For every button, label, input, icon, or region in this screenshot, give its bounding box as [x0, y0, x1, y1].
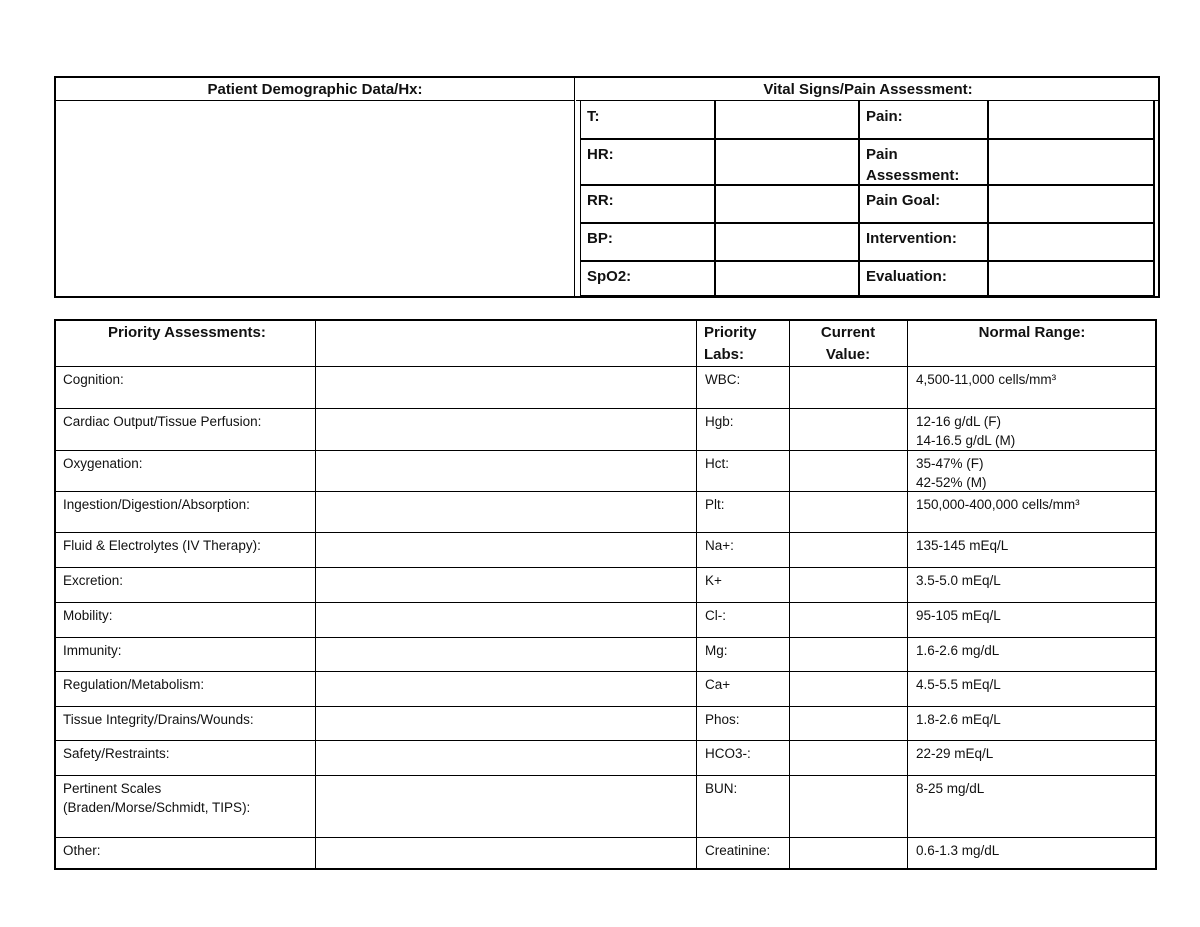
assessment-label: Mobility:: [63, 608, 113, 623]
assessment-label: Safety/Restraints:: [63, 746, 170, 761]
vitals-row: [581, 185, 1153, 223]
assessment-label: Tissue Integrity/Drains/Wounds:: [63, 712, 254, 727]
assessment-notes-input[interactable]: [317, 673, 695, 705]
row-right-border: [1153, 101, 1155, 139]
assessment-label: Fluid & Electrolytes (IV Therapy):: [63, 538, 261, 553]
normal-range-value: 0.6-1.3 mg/dL: [916, 843, 1000, 858]
lab-label: Hgb:: [705, 414, 734, 429]
current-value-input[interactable]: [791, 742, 906, 774]
vital-label: BP:: [587, 230, 613, 247]
current-value-input[interactable]: [791, 777, 906, 836]
normal-range-header: Normal Range:: [978, 324, 1086, 341]
assessment-notes-input[interactable]: [317, 604, 695, 636]
current-value-input[interactable]: [791, 639, 906, 670]
pain-value-input[interactable]: [987, 261, 1153, 297]
assessment-notes-input[interactable]: [317, 777, 695, 836]
current-value-input[interactable]: [791, 493, 906, 531]
current-value-input[interactable]: [791, 368, 906, 407]
lab-label: Plt:: [705, 497, 725, 512]
current-value-input[interactable]: [791, 604, 906, 636]
row-divider: [56, 671, 1155, 672]
vital-label: SpO2:: [587, 268, 632, 285]
normal-range-value: 22-29 mEq/L: [916, 746, 994, 761]
current-value-input[interactable]: [791, 839, 906, 867]
row-divider: [56, 837, 1155, 838]
normal-range-value: 4.5-5.5 mEq/L: [916, 677, 1001, 692]
column-divider: [574, 78, 575, 296]
current-value-input[interactable]: [791, 673, 906, 705]
vital-label: RR:: [587, 192, 614, 209]
column-divider: [315, 321, 316, 868]
assessment-label: Cardiac Output/Tissue Perfusion:: [63, 414, 262, 429]
lab-label: Cl-:: [705, 608, 726, 623]
vitals-row: [581, 101, 1153, 139]
assessment-notes-input[interactable]: [317, 410, 695, 449]
row-right-border: [1153, 139, 1155, 185]
column-divider: [907, 321, 908, 868]
assessment-label: Other:: [63, 843, 101, 858]
vital-label: T:: [587, 108, 600, 125]
assessment-notes-input[interactable]: [317, 839, 695, 867]
assessment-notes-input[interactable]: [317, 742, 695, 774]
column-divider: [696, 321, 697, 868]
row-divider: [56, 491, 1155, 492]
assessment-label: Cognition:: [63, 372, 124, 387]
lab-label: Hct:: [705, 456, 730, 471]
vitals-row: [581, 223, 1153, 261]
assessment-label: Regulation/Metabolism:: [63, 677, 205, 692]
assessment-label: Excretion:: [63, 573, 124, 588]
assessment-notes-input[interactable]: [317, 452, 695, 490]
pain-value-input[interactable]: [987, 223, 1153, 261]
row-divider: [56, 775, 1155, 776]
lab-label: Mg:: [705, 643, 728, 658]
row-divider: [581, 138, 1153, 140]
assessment-notes-input[interactable]: [317, 569, 695, 601]
pain-value-input[interactable]: [987, 101, 1153, 139]
lab-label: HCO3-:: [705, 746, 751, 761]
pain-value-input[interactable]: [987, 185, 1153, 223]
pain-label: Pain:: [858, 101, 987, 139]
row-right-border: [1153, 223, 1155, 261]
lab-label: Ca+: [705, 677, 731, 692]
current-value-input[interactable]: [791, 708, 906, 739]
current-value-input[interactable]: [791, 534, 906, 566]
priority-assessments-table: [54, 319, 1157, 870]
pain-value-input[interactable]: [987, 139, 1153, 185]
lab-label: Creatinine:: [705, 843, 771, 858]
normal-range-value: 8-25 mg/dL: [916, 781, 985, 796]
normal-range-value: 1.6-2.6 mg/dL: [916, 643, 1000, 658]
row-divider: [581, 184, 1153, 186]
vital-value-input[interactable]: [714, 261, 858, 297]
row-divider: [56, 567, 1155, 568]
vitals-row: [581, 261, 1153, 297]
pain-label: Pain Goal:: [858, 185, 987, 223]
lab-label: Phos:: [705, 712, 740, 727]
vitals-demographics-table: [54, 76, 1160, 298]
normal-range-value: 3.5-5.0 mEq/L: [916, 573, 1001, 588]
row-divider: [581, 260, 1153, 262]
priority-labs-header: Priority Labs:: [704, 324, 757, 363]
vital-value-input[interactable]: [714, 139, 858, 185]
normal-range-value: 135-145 mEq/L: [916, 538, 1009, 553]
pain-label: Intervention:: [858, 223, 987, 261]
assessment-label: Ingestion/Digestion/Absorption:: [63, 497, 250, 512]
vital-value-input[interactable]: [714, 101, 858, 139]
row-divider: [56, 706, 1155, 707]
vitals-grid: [581, 101, 1156, 297]
row-divider: [56, 602, 1155, 603]
assessment-notes-input[interactable]: [317, 708, 695, 739]
normal-range-value: 4,500-11,000 cells/mm³: [916, 372, 1057, 387]
row-divider: [56, 366, 1155, 367]
demographic-header: Patient Demographic Data/Hx:: [56, 78, 574, 101]
lab-label: WBC:: [705, 372, 741, 387]
pain-label: Evaluation:: [858, 261, 987, 297]
normal-range-value: 35-47% (F) 42-52% (M): [916, 456, 987, 490]
row-divider: [56, 450, 1155, 451]
lab-label: Na+:: [705, 538, 734, 553]
vitals-header: Vital Signs/Pain Assessment:: [576, 78, 1160, 101]
row-divider: [56, 637, 1155, 638]
current-value-input[interactable]: [791, 569, 906, 601]
vital-label: HR:: [587, 146, 614, 163]
vital-value-input[interactable]: [714, 223, 858, 261]
current-value-input[interactable]: [791, 452, 906, 490]
assessment-notes-input[interactable]: [317, 493, 695, 531]
row-divider: [56, 532, 1155, 533]
row-right-border: [1153, 261, 1155, 297]
row-divider: [581, 295, 1153, 297]
assessment-label: Oxygenation:: [63, 456, 143, 471]
assessment-notes-input[interactable]: [317, 639, 695, 670]
normal-range-value: 12-16 g/dL (F) 14-16.5 g/dL (M): [916, 414, 1016, 448]
assessment-notes-input[interactable]: [317, 368, 695, 407]
assessment-label: Pertinent Scales (Braden/Morse/Schmidt, TIPS):: [63, 781, 251, 815]
row-divider: [56, 740, 1155, 741]
priority-assessments-header: Priority Assessments:: [108, 324, 266, 341]
current-value-input[interactable]: [791, 410, 906, 449]
assessment-label: Immunity:: [63, 643, 122, 658]
current-value-header: Current Value:: [820, 324, 876, 363]
normal-range-value: 95-105 mEq/L: [916, 608, 1001, 623]
column-divider: [789, 321, 790, 868]
lab-label: K+: [705, 573, 722, 588]
lab-label: BUN:: [705, 781, 738, 796]
row-divider: [581, 222, 1153, 224]
assessment-notes-input[interactable]: [317, 534, 695, 566]
row-right-border: [1153, 185, 1155, 223]
normal-range-value: 150,000-400,000 cells/mm³: [916, 497, 1080, 512]
vital-value-input[interactable]: [714, 185, 858, 223]
normal-range-value: 1.8-2.6 mEq/L: [916, 712, 1001, 727]
row-divider: [56, 408, 1155, 409]
vitals-row: [581, 139, 1153, 185]
demographic-entry-area[interactable]: [56, 101, 574, 296]
pain-label: Pain Assessment:: [858, 139, 987, 185]
